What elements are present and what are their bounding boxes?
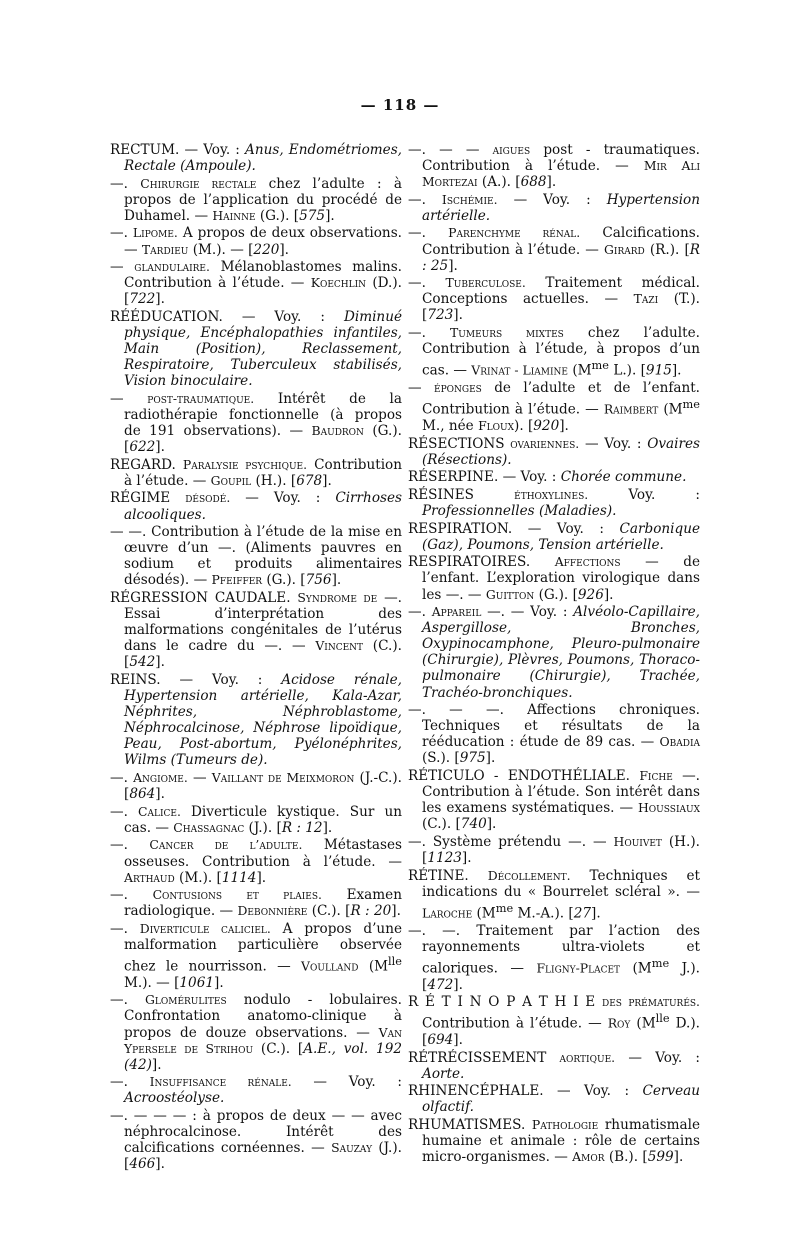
index-entry: —. — — aigues post - traumatiques. Contribution à l’étude. — Mir Ali Mortezai (A.). [688]. bbox=[408, 142, 700, 191]
index-entry: —. Insuffisance rénale. — Voy. : Acroostéolyse. bbox=[110, 1074, 402, 1107]
index-entry: —. Angiome. — Vaillant de Meixmoron (J.-C.). [864]. bbox=[110, 770, 402, 803]
index-entry: — post-traumatique. Intérêt de la radiothérapie fonctionnelle (à propos de 191 observations). — Baudron (G.). [622]. bbox=[110, 390, 402, 456]
index-entry: R É T I N O P A T H I E des prématurés. Contribution à l’étude. — Roy ($M^{lle}$ D.). [694]. bbox=[408, 994, 700, 1049]
index-entry: —. Tuberculose. Traitement médical. Conceptions actuelles. — Tazi (T.). [723]. bbox=[408, 275, 701, 324]
index-entry: RESPIRATION. — Voy. : Carbonique (Gaz), Poumons, Tension artérielle. bbox=[408, 520, 700, 553]
index-entry: — glandulaire. Mélanoblastomes malins. Contribution à l’étude. — Koechlin (D.). [722]. bbox=[110, 259, 402, 308]
index-entry: —. — —. Affections chroniques. Techniques et résultats de la rééducation : étude de 89 cas. — Obadia (S.). [975]. bbox=[408, 702, 700, 767]
index-entry: RÉTINE. Décollement. Techniques et indications du « Bourrelet scléral ». — Laroche ($M^{me}$ M.-A.). [27]. bbox=[408, 867, 700, 922]
index-entry: —. —. Traitement par l’action des rayonnements ultra-violets et caloriques. — Fligny-Placet ($M^{me}$ J.). [472]. bbox=[408, 922, 700, 993]
index-entry: —. Chirurgie rectale chez l’adulte : à propos de l’application du procédé de Duhamel. — Hainne (G.). [575]. bbox=[110, 175, 402, 224]
index-entry: RÉÉDUCATION. — Voy. : Diminué physique, Encéphalopathies infantiles, Main (Position), Reclassement, Respiratoire, Tuberculeux stabilisés, Vision binoculaire. bbox=[110, 308, 402, 390]
index-entry: —. Contusions et plaies. Examen radiologique. — Debonnière (C.). [R : 20]. bbox=[110, 887, 402, 920]
index-entry: — éponges de l’adulte et de l’enfant. Contribution à l’étude. — Raimbert ($M^{me}$ M., née Floux). [920]. bbox=[408, 380, 700, 435]
index-entry: RÉSECTIONS ovariennes. — Voy. : Ovaires (Résections). bbox=[408, 435, 700, 468]
index-entry: —. — — — : à propos de deux — — avec néphrocalcinose. Intérêt des calcifications cornéennes. — Sauzay (J.). [466]. bbox=[110, 1107, 402, 1173]
index-entry: —. Système prétendu —. — Houivet (H.). [1123]. bbox=[408, 833, 700, 866]
index-entry: REINS. — Voy. : Acidose rénale, Hypertension artérielle, Kala-Azar, Néphrites, Néphroblastome, Néphrocalcinose, Néphrose lipoïdique, Peau, Post-abortum, Pyélonéphrites, Wilms (Tumeurs de). bbox=[110, 672, 402, 769]
index-entry: —. Lipome. A propos de deux observations. — Tardieu (M.). — [220]. bbox=[110, 225, 402, 258]
index-entry: RÉGRESSION CAUDALE. Syndrome de —. Essai d’interprétation des malformations congénitales de l’utérus dans le cadre du —. — Vincent (C.). [542]. bbox=[110, 590, 402, 671]
index-entry: —. Diverticule caliciel. A propos d’une malformation particulière observée chez le nourrisson. — Voulland ($M^{lle}$ M.). — [1061]. bbox=[110, 920, 402, 991]
index-entry: —. Cancer de l’adulte. Métastases osseuses. Contribution à l’étude. — Arthaud (M.). [1114]. bbox=[110, 837, 402, 886]
right-column bbox=[408, 142, 700, 1167]
index-entry: —. Glomérulites nodulo - lobulaires. Confrontation anatomo-clinique à propos de douze observations. — Van Ypersele de Strihou (C.). [A.E., vol. 192 (42)]. bbox=[110, 992, 402, 1073]
index-entry: RESPIRATOIRES. Affections — de l’enfant. L’exploration virologique dans les —. — Guitton (G.). [926]. bbox=[408, 554, 700, 603]
index-entry: RHINENCÉPHALE. — Voy. : Cerveau olfactif. bbox=[408, 1083, 700, 1116]
index-entry: RECTUM. — Voy. : Anus, Endométriomes, Rectale (Ampoule). bbox=[110, 142, 403, 175]
page-number: — 118 — bbox=[360, 96, 440, 114]
index-entry: —. Calice. Diverticule kystique. Sur un cas. — Chassagnac (J.). [R : 12]. bbox=[110, 803, 402, 836]
index-entry: —. Parenchyme rénal. Calcifications. Contribution à l’étude. — Girard (R.). [R : 25]. bbox=[408, 225, 701, 274]
index-entry: RÉSINES éthoxylines. Voy. : Professionnelles (Maladies). bbox=[408, 486, 701, 520]
index-entry: RÉSERPINE. — Voy. : Chorée commune. bbox=[408, 469, 687, 486]
index-entry: —. Tumeurs mixtes chez l’adulte. Contribution à l’étude, à propos d’un cas. — Vrinat - Liamine ($M^{me}$ L.). [915]. bbox=[408, 325, 700, 379]
index-entry: REGARD. Paralysie psychique. Contribution à l’étude. — Goupil (H.). [678]. bbox=[110, 456, 402, 489]
index-entry: — —. Contribution à l’étude de la mise en œuvre d’un —. (Aliments pauvres en sodium et produits alimentaires désodés). — Pfeiffer (G.). [756]. bbox=[110, 524, 402, 589]
index-entry: RÉTRÉCISSEMENT aortique. — Voy. : Aorte. bbox=[408, 1049, 700, 1082]
index-entry: —. Ischémie. — Voy. : Hypertension artérielle. bbox=[408, 191, 700, 224]
left-column bbox=[110, 142, 402, 1174]
index-entry: RHUMATISMES. Pathologie rhumatismale humaine et animale : rôle de certains micro-organismes. — Amor (B.). [599]. bbox=[408, 1117, 700, 1166]
index-entry: RÉGIME désodé. — Voy. : Cirrhoses alcooliques. bbox=[110, 490, 402, 523]
index-entry: —. Appareil —. — Voy. : Alvéolo-Capillaire, Aspergillose, Bronches, Oxypinocamphone, Pleuro-pulmonaire (Chirurgie), Plèvres, Poumons, Thoraco-pulmonaire (Chirurgie), Trachée, Trachéo-bronchiques. bbox=[408, 604, 700, 701]
index-entry: RÉTICULO - ENDOTHÉLIALE. Fiche —. Contribution à l’étude. Son intérêt dans les examens systématiques. — Houssiaux (C.). [740]. bbox=[408, 768, 700, 833]
